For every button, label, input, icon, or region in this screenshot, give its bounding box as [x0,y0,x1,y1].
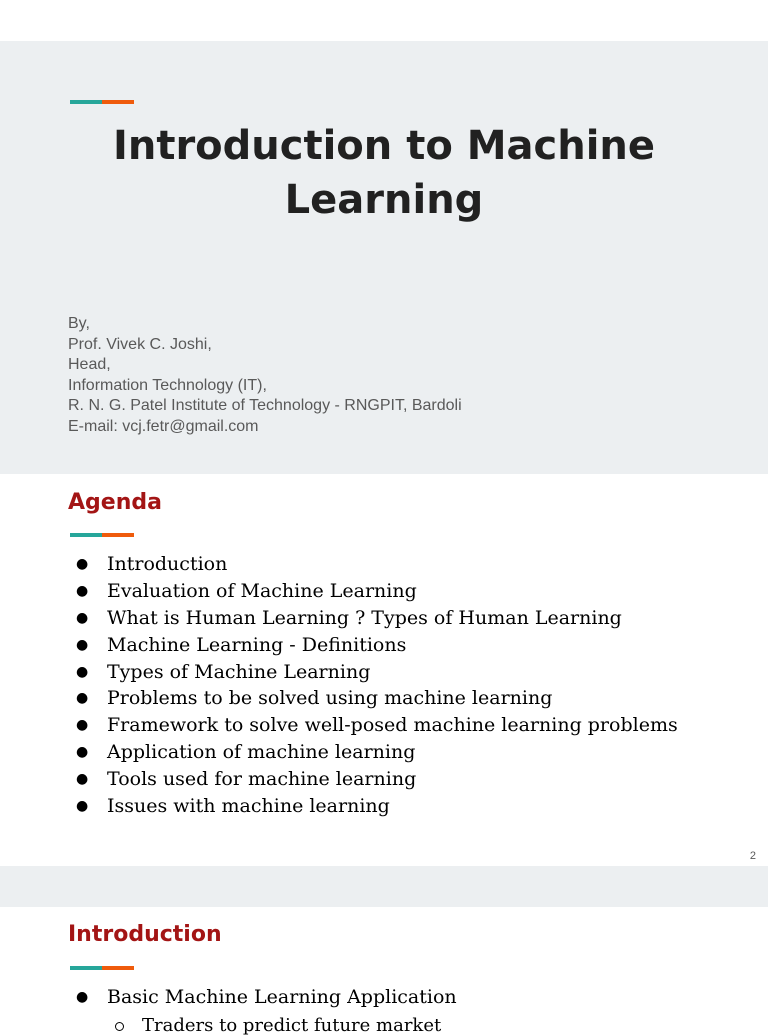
byline-line: Head, [68,356,111,373]
list-item: ● Evaluation of Machine Learning [68,578,678,605]
byline-line: By, [68,315,90,332]
list-item: ● What is Human Learning ? Types of Human Learning [68,605,678,632]
list-item: ● Basic Machine Learning Application [68,984,457,1011]
agenda-slide [0,474,768,866]
slide-divider [0,866,768,907]
agenda-title: Agenda [68,490,162,515]
list-item: ● Framework to solve well-posed machine learning problems [68,712,678,739]
sub-list-item: Traders to predict future market [115,1015,441,1036]
author-byline [68,314,462,437]
list-item: ● Types of Machine Learning [68,659,678,686]
list-item: ● Tools used for machine learning [68,766,678,793]
hollow-bullet-icon [115,1022,124,1031]
byline-line: E-mail: vcj.fetr@gmail.com [68,417,259,435]
agenda-list [68,551,678,820]
bullet-icon: ● [76,798,89,815]
byline-line: R. N. G. Patel Institute of Technology - RNGPIT, Bardoli [68,397,462,414]
bullet-icon: ● [76,609,89,626]
bullet-icon: ● [76,663,89,680]
bullet-icon: ● [76,582,89,599]
bullet-icon: ● [76,717,89,734]
presentation-title: Introduction to Machine Learning [112,123,656,223]
list-item: ● Issues with machine learning [68,793,678,820]
bullet-icon: ● [76,636,89,653]
page-number: 2 [749,850,756,862]
accent-bar [70,100,134,104]
list-item: ● Machine Learning - Definitions [68,632,678,659]
list-item: ● Application of machine learning [68,739,678,766]
bullet-icon: ● [76,771,89,788]
list-item: ● Introduction [68,551,678,578]
bullet-icon: ● [76,556,89,572]
bullet-icon: ● [76,744,89,761]
bullet-icon: ● [76,989,89,1005]
introduction-title: Introduction [68,922,222,947]
accent-bar [70,533,134,537]
introduction-slide [0,907,768,1036]
byline-line: Information Technology (IT), [68,376,267,394]
list-item: ● Problems to be solved using machine learning [68,685,678,712]
title-slide [0,41,768,474]
bullet-icon: ● [76,690,89,707]
introduction-list [68,984,457,1011]
accent-bar [70,966,134,970]
byline-line: Prof. Vivek C. Joshi, [68,335,212,353]
